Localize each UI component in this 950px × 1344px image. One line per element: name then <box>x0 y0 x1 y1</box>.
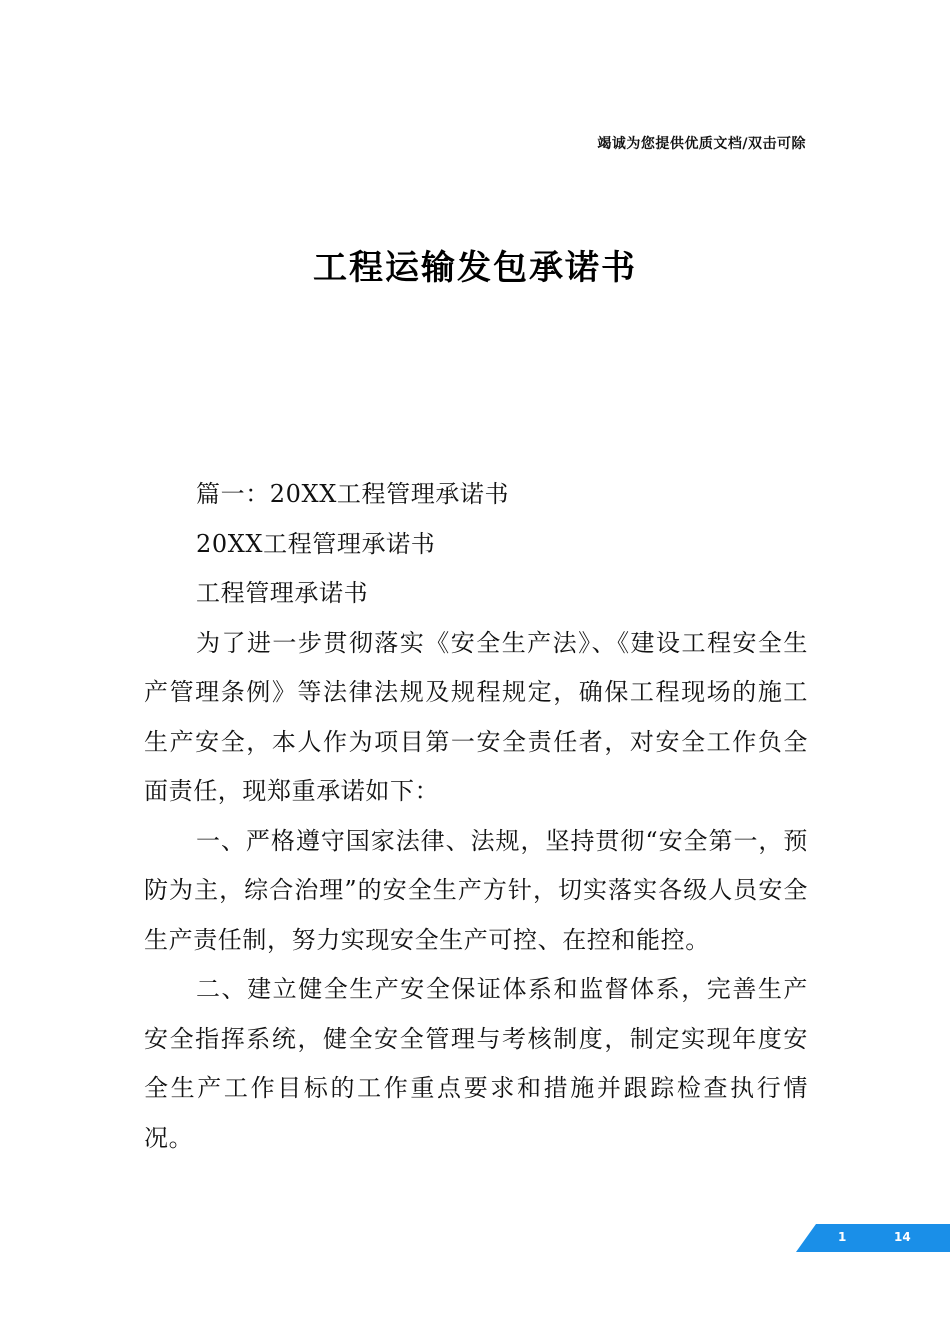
paragraph-intro: 为了进一步贯彻落实《安全生产法》、《建设工程安全生产管理条例》等法律法规及规程规定，确保工程现场的施工生产安全，本人作为项目第一安全责任者，对安全工作负全面责任，现郑重承诺如下： <box>144 628 808 805</box>
paragraph-item-2: 二、建立健全生产安全保证体系和监督体系，完善生产安全指挥系统，健全安全管理与考核制度，制定实现年度安全生产工作目标的工作重点要求和措施并跟踪检查执行情况。 <box>144 975 808 1152</box>
paragraph-subtitle: 20XX工程管理承诺书 <box>196 529 436 558</box>
paragraph-item-1: 一、严格遵守国家法律、法规，坚持贯彻“安全第一，预防为主，综合治理”的安全生产方针，切实落实各级人员安全生产责任制，努力实现安全生产可控、在控和能控。 <box>144 826 808 954</box>
page-number-bar <box>796 1224 950 1252</box>
paragraph-section-heading: 篇一：20XX工程管理承诺书 <box>196 480 510 508</box>
page-total: 14 <box>894 1230 911 1244</box>
document-title: 工程运输发包承诺书 <box>313 248 637 288</box>
paragraph-heading: 工程管理承诺书 <box>196 579 369 607</box>
header-note: 竭诚为您提供优质文档/双击可除 <box>597 136 806 152</box>
page-current: 1 <box>838 1230 847 1244</box>
document-body <box>144 470 808 1163</box>
page-bar-shape <box>796 1224 950 1252</box>
